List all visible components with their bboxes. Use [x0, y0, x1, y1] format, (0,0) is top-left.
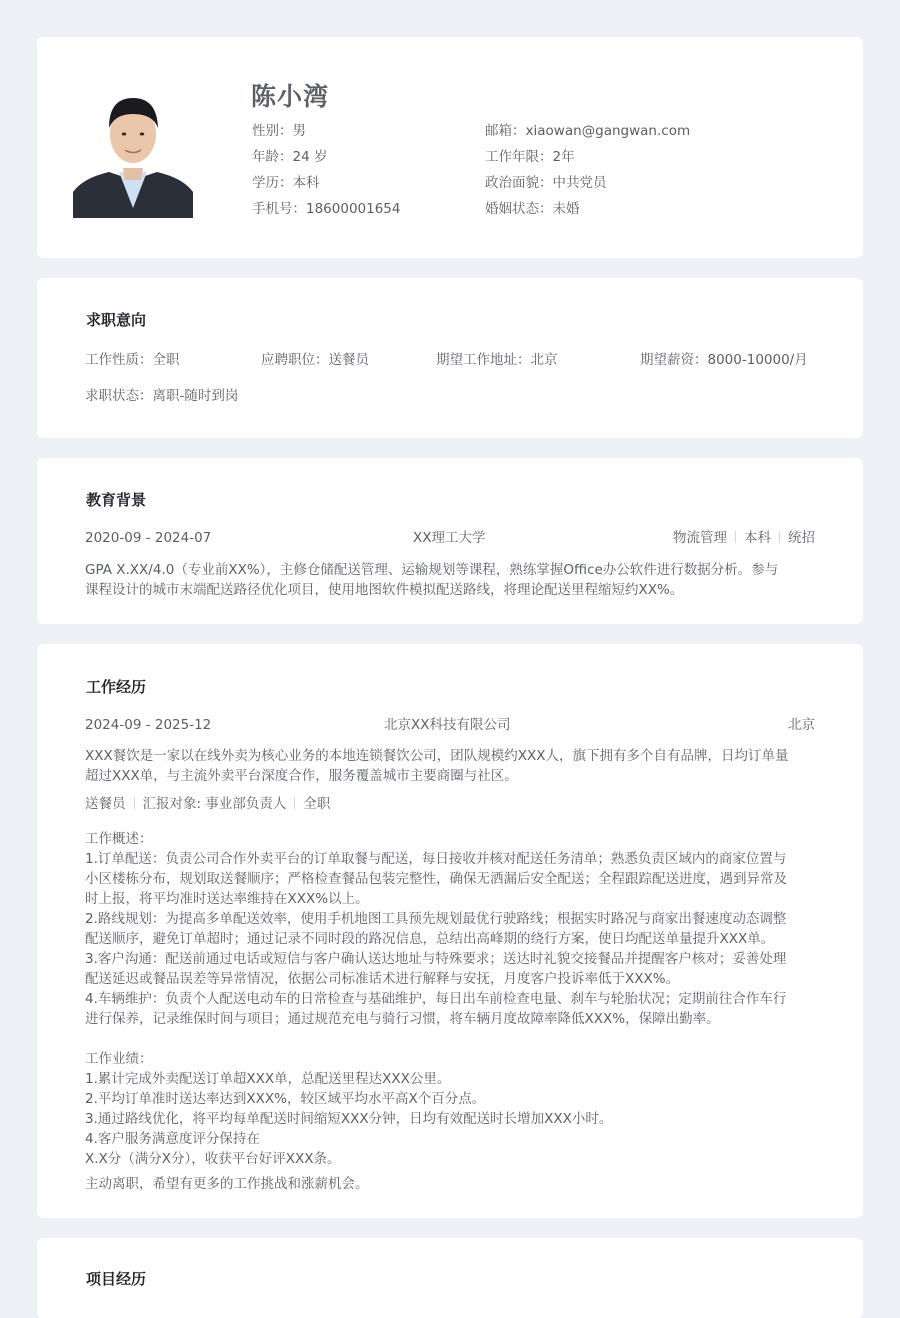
role-meta: [85, 794, 330, 814]
education-level-value: 本科: [292, 175, 320, 191]
divider: [134, 797, 135, 809]
detail-line: 1.订单配送：负责公司合作外卖平台的订单取餐与配送，每日接收并核对配送任务清单；熟悉负责区域内的商家位置与: [85, 851, 787, 867]
detail-line: 工作概述：: [85, 831, 153, 847]
section-title: 项目经历: [86, 1270, 147, 1288]
age-label: 年龄：: [252, 149, 293, 165]
education-level-field: [252, 173, 320, 193]
enrollment-type: 统招: [788, 530, 815, 546]
education-dates: 2020-09 - 2024-07: [85, 530, 212, 546]
work-dates: 2024-09 - 2025-12: [85, 717, 212, 733]
detail-line: 2.平均订单准时送达率达到XXX%，较区域平均水平高X个百分点。: [85, 1091, 486, 1107]
position-field: [261, 350, 369, 370]
detail-line: X.X分（满分X分），收获平台好评XXX条。: [85, 1151, 341, 1167]
divider: [735, 531, 736, 543]
position-value: 送餐员: [328, 352, 369, 368]
work-city: 北京: [788, 717, 815, 733]
job-nature-field: [85, 350, 180, 370]
email-field: [485, 121, 690, 141]
detail-line: 配送延迟或餐品误差等异常情况，依据公司标准话术进行解释与安抚，月度客户投诉率低于XXX%。: [85, 971, 680, 987]
detail-line: 工作业绩：: [85, 1051, 153, 1067]
job-type: 全职: [303, 796, 331, 812]
detail-line: 2.路线规划：为提高多单配送效率，使用手机地图工具预先规划最优行驶路线；根据实时路况与商家出餐速度动态调整: [85, 911, 787, 927]
political-status-field: [485, 173, 607, 193]
detail-line: 3.客户沟通：配送前通过电话或短信与客户确认送达地址与特殊要求；送达时礼貌交接餐品并提醒客户核对；妥善处理: [85, 951, 787, 967]
degree: 本科: [744, 530, 771, 546]
detail-line: 进行保养，记录维保时间与项目；通过规范充电与骑行习惯，将车辆月度故障率降低XXX%，保障出勤率。: [85, 1011, 720, 1027]
gender-field: [252, 121, 306, 141]
job-intent-card: [37, 278, 863, 438]
detail-line: 4.车辆维护：负责个人配送电动车的日常检查与基础维护，每日出车前检查电量、刹车与轮胎状况；定期前往合作车行: [85, 991, 787, 1007]
location-field: [436, 350, 558, 370]
education-level-label: 学历：: [252, 175, 293, 191]
work-years-value: 2年: [552, 149, 575, 165]
job-nature-value: 全职: [152, 352, 180, 368]
position-label: 应聘职位：: [261, 352, 329, 368]
job-status-field: [85, 386, 238, 406]
job-nature-label: 工作性质：: [85, 352, 153, 368]
detail-line: 配送顺序，避免订单超时；通过记录不同时段的路况信息，总结出高峰期的绕行方案，使日均配送单量提升XXX单。: [85, 931, 775, 947]
leave-reason: 主动离职，希望有更多的工作挑战和涨薪机会。: [85, 1176, 369, 1192]
school-name: XX理工大学: [413, 530, 486, 546]
age-value: 24 岁: [292, 149, 328, 165]
detail-line: 时上报，将平均准时送达率维持在XXX%以上。: [85, 891, 369, 907]
email-value: xiaowan@gangwan.com: [525, 123, 691, 139]
avatar: [73, 84, 193, 218]
intro-line: 超过XXX单，与主流外卖平台深度合作，服务覆盖城市主要商圈与社区。: [85, 768, 518, 784]
marital-status-label: 婚姻状态：: [485, 201, 553, 217]
detail-line: 3.通过路线优化，将平均每单配送时间缩短XXX分钟，日均有效配送时长增加XXX小时。: [85, 1111, 613, 1127]
section-title: 求职意向: [86, 311, 147, 329]
work-years-label: 工作年限：: [485, 149, 553, 165]
education-card: [37, 458, 863, 624]
education-meta: [673, 528, 815, 548]
political-status-value: 中共党员: [552, 175, 607, 191]
detail-line: [85, 1029, 817, 1049]
phone-field: [252, 199, 400, 219]
project-experience-card: [37, 1238, 863, 1318]
divider: [294, 797, 295, 809]
role: 送餐员: [85, 796, 126, 812]
work-details: [85, 829, 817, 1169]
job-status-label: 求职状态：: [85, 388, 153, 404]
marital-status-value: 未婚: [552, 201, 580, 217]
salary-value: 8000-10000/月: [707, 352, 808, 368]
report-to: 汇报对象: 事业部负责人: [142, 796, 287, 812]
age-field: [252, 147, 327, 167]
email-label: 邮箱：: [485, 123, 526, 139]
phone-label: 手机号：: [252, 201, 306, 217]
profile-card: [37, 37, 863, 258]
political-status-label: 政治面貌：: [485, 175, 553, 191]
salary-field: [640, 350, 808, 370]
work-experience-card: [37, 644, 863, 1218]
marital-status-field: [485, 199, 580, 219]
detail-line: 4.客户服务满意度评分保持在: [85, 1131, 260, 1147]
company-intro: [85, 746, 817, 786]
job-status-value: 离职-随时到岗: [152, 388, 239, 404]
divider: [779, 531, 780, 543]
detail-line: 1.累计完成外卖配送订单超XXX单，总配送里程达XXX公里。: [85, 1071, 451, 1087]
company-name: 北京XX科技有限公司: [384, 717, 511, 733]
description-line: 课程设计的城市末端配送路径优化项目，使用地图软件模拟配送路线，将理论配送里程缩短约XX%。: [85, 582, 684, 598]
candidate-name: 陈小湾: [251, 82, 330, 111]
salary-label: 期望薪资：: [640, 352, 708, 368]
work-years-field: [485, 147, 575, 167]
description-line: GPA X.XX/4.0（专业前XX%），主修仓储配送管理、运输规划等课程，熟练掌握Office办公软件进行数据分析。参与: [85, 562, 779, 578]
phone-value: 18600001654: [306, 201, 401, 217]
detail-line: 小区楼栋分布，规划取送餐顺序；严格检查餐品包装完整性，确保无洒漏后安全配送；全程跟踪配送进度，遇到异常及: [85, 871, 787, 887]
gender-value: 男: [292, 123, 306, 139]
gender-label: 性别：: [252, 123, 293, 139]
intro-line: XXX餐饮是一家以在线外卖为核心业务的本地连锁餐饮公司，团队规模约XXX人，旗下拥有多个自有品牌，日均订单量: [85, 748, 789, 764]
section-title: 工作经历: [86, 678, 147, 696]
education-description: [85, 560, 817, 600]
major: 物流管理: [673, 530, 727, 546]
location-label: 期望工作地址：: [436, 352, 531, 368]
location-value: 北京: [530, 352, 558, 368]
section-title: 教育背景: [86, 491, 147, 509]
